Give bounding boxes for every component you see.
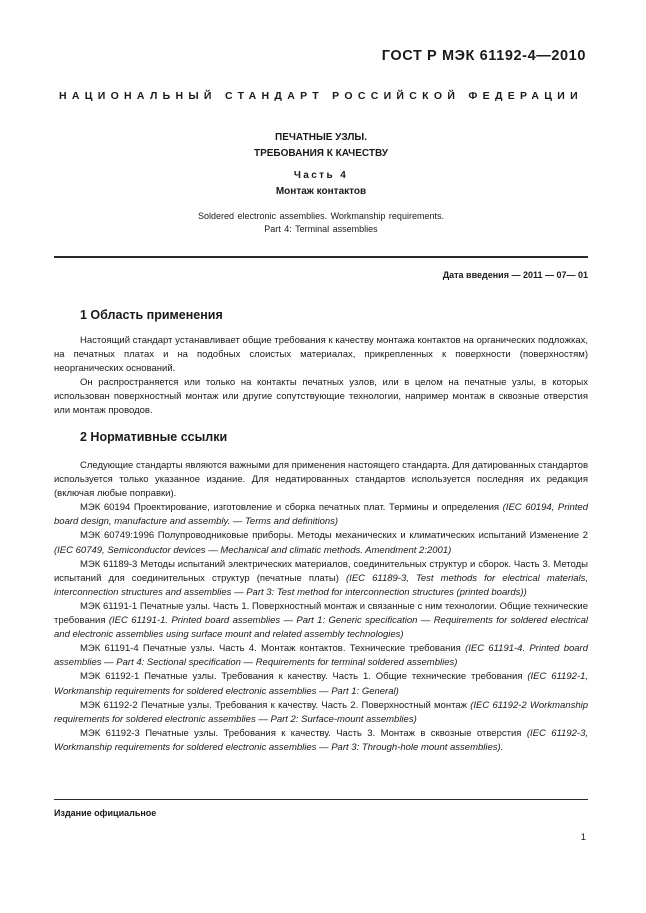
section-1-heading: 1 Область применения (80, 308, 223, 322)
section-2-heading: 2 Нормативные ссылки (80, 430, 228, 444)
reference-entry (54, 558, 588, 600)
reference-entry (54, 600, 588, 642)
title-line-1: ПЕЧАТНЫЕ УЗЛЫ. (275, 132, 367, 143)
reference-ru: МЭК 61192-1 Печатные узлы. Требования к качеству. Часть 1. Общие технические требования (80, 671, 523, 683)
reference-en: (IEC 61191-1. Printed board assemblies — Part 1: Generic specification — Requirements for soldered electrical and electronic assemblies using surface mount and related assembly technologies) (54, 615, 588, 641)
reference-en: (IEC 61189-3, Test methods for electrical materials, interconnection structures and assemblies — Part 3: Test method for interconnection structures (printed boards)) (54, 572, 589, 598)
footer-divider (54, 799, 588, 800)
reference-entry (54, 727, 588, 755)
reference-en: (IEC 60749, Semiconductor devices — Mechanical and climatic methods. Amendment 2:2001) (54, 544, 452, 556)
official-edition-label: Издание официальное (54, 808, 157, 818)
section-2-body (54, 459, 588, 755)
reference-en: (IEC 61191-4. Printed board assemblies — Part 4: Sectional specification — Requirements for terminal soldered assemblies) (54, 643, 588, 669)
reference-en: (IEC 61192-3, Workmanship requirements for soldered electronic assemblies — Part 3: Through-hole mount assemblies). (54, 727, 588, 753)
title-line-2: ТРЕБОВАНИЯ К КАЧЕСТВУ (253, 148, 389, 159)
reference-entry (54, 670, 588, 698)
reference-ru: МЭК 60194 Проектирование, изготовление и сборка печатных плат. Термины и определения (80, 502, 500, 514)
reference-en: (IEC 61192-1, Workmanship requirements for soldered electronic assemblies — Part 1: General) (54, 671, 588, 697)
standard-code: ГОСТ Р МЭК 61192-4—2010 (381, 48, 586, 64)
reference-en: (IEC 60194, Printed board design, manufacture and assembly. — Terms and definitions) (54, 502, 588, 528)
english-title-line-2: Part 4: Terminal assemblies (264, 224, 378, 234)
reference-ru: МЭК 61189-3 Методы испытаний электрических материалов, соединительных структур и сборок. Часть 3. Методы испытаний для соединительных структур (печатные платы) (54, 558, 588, 584)
reference-ru: МЭК 61191-1 Печатные узлы. Часть 1. Поверхностный монтаж и связанные с ним технологии. Общие технические требования (54, 600, 588, 627)
page-number: 1 (580, 832, 586, 843)
reference-en: (IEC 61192-2 Workmanship requirements for soldered electronic assemblies — Part 2: Surface-mount assemblies) (54, 699, 589, 725)
reference-entry (54, 699, 588, 727)
reference-ru: МЭК 61192-3 Печатные узлы. Требования к качеству. Часть 3. Монтаж в сквозные отверстия (80, 727, 522, 739)
introduction-date: Дата введения — 2011 — 07— 01 (442, 270, 588, 280)
reference-ru: МЭК 61191-4 Печатные узлы. Часть 4. Монтаж контактов. Технические требования (80, 643, 461, 655)
reference-entry (54, 642, 588, 670)
reference-entry (54, 501, 588, 529)
reference-ru: МЭК 61192-2 Печатные узлы. Требования к качеству. Часть 2. Поверхностный монтаж (80, 699, 467, 711)
reference-ru: МЭК 60749:1996 Полупроводниковые приборы. Методы механических и климатических испытаний Изменение 2 (80, 530, 588, 542)
paragraph: Он распространяется или только на контакты печатных узлов, или в целом на печатные узлы, в которых использован поверхностный монтаж или другие сопутствующие технологии, например монтаж в сквозные отверстия или монтаж проводов. (54, 377, 588, 417)
section-1-body (54, 334, 588, 419)
part-label: Часть 4 (293, 170, 349, 181)
header-divider (54, 256, 588, 258)
english-title-line-1: Soldered electronic assemblies. Workmanship requirements. (198, 211, 444, 221)
national-standard-banner: НАЦИОНАЛЬНЫЙ СТАНДАРТ РОССИЙСКОЙ ФЕДЕРАЦИИ (59, 90, 583, 102)
paragraph: Настоящий стандарт устанавливает общие требования к качеству монтажа контактов на органических подложках, на печатных платах и на подобных слоистых материалах, прикрепленных к поверхности (поверхностям) неорганических оснований. (54, 335, 588, 375)
document-subtitle: Монтаж контактов (275, 186, 367, 197)
paragraph: Следующие стандарты являются важными для применения настоящего стандарта. Для датированных стандартов используется только указанное издание. Для недатированных стандартов используется последняя их редакция (включая любые поправки). (54, 460, 588, 500)
reference-entry (54, 529, 588, 557)
